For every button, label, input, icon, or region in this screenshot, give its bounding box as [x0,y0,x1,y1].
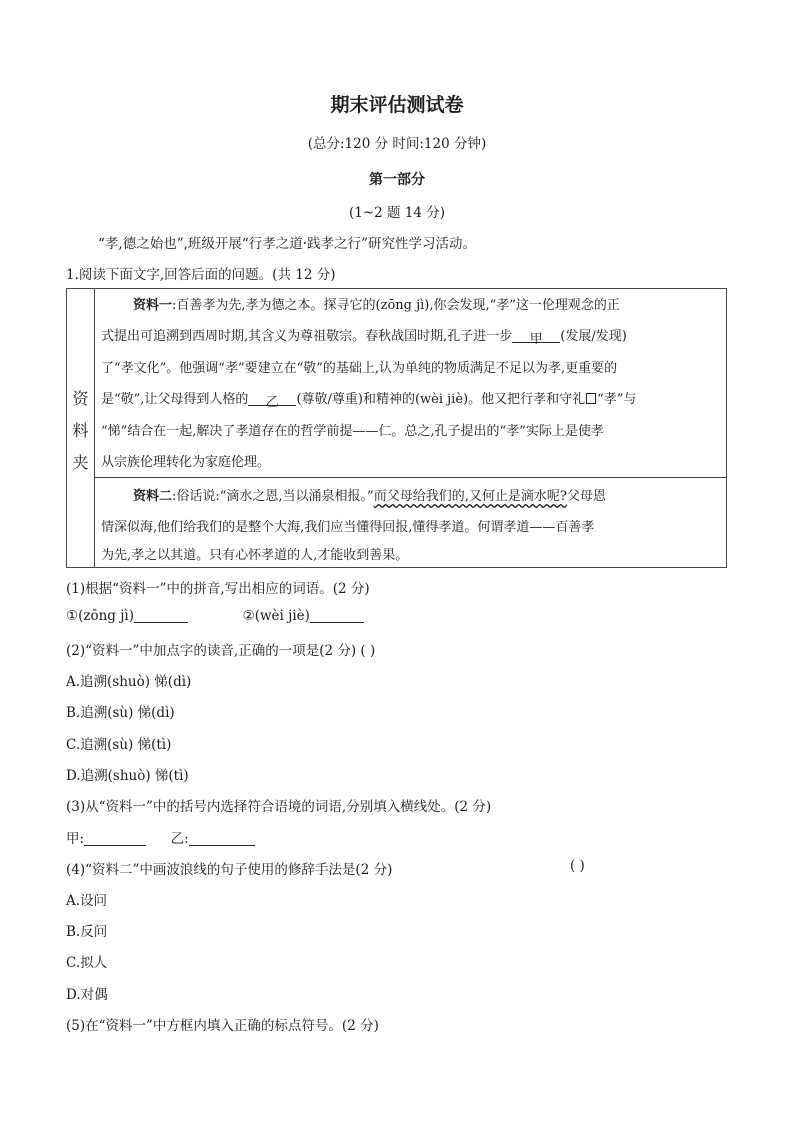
material-one-line: 是“敬”,让父母得到人格的 乙 (尊敬/尊重)和精神的(wèi jiè)。他又把行孝和守礼 “孝”与 [101,392,637,410]
punctuation-box [586,393,596,404]
materials-side-label [67,289,95,567]
option-d: D.追溯(shuò) 悌(tì) [66,768,189,784]
side-label-char: 资 [72,389,89,408]
answer-blank [84,831,146,846]
option-b: B.追溯(sù) 悌(dì) [66,705,175,721]
wavy-underlined-sentence: 而父母给我们的,又何止是滴水呢? [373,489,567,504]
material-one-line: “悌”结合在一起,解决了孝道存在的哲学前提——仁。总之,孔子提出的“孝”实际上是使孝 [101,424,604,439]
answer-blank [134,608,188,623]
answer-line: 甲: 乙: [66,827,255,847]
material-two-line: 资料二:俗话说:“滴水之恩,当以涌泉相报。”而父母给我们的,又何止是滴水呢?父母恩 [133,489,606,504]
intro-text: “孝,德之始也”,班级开展“行孝之道·践孝之行”研究性学习活动。 [98,236,476,252]
blank-yi: 乙 [248,391,296,406]
answer-line: ①(zōng jì) ②(wèi jiè) [66,608,364,624]
material-one-line: 从宗族伦理转化为家庭伦理。 [101,455,271,470]
question-1-4: (4)“资料二”中画波浪线的句子使用的修辞手法是(2 分) [66,862,393,878]
side-label-char: 夹 [72,453,89,472]
blank-jia: 甲 [512,328,560,343]
answer-paren: ( ) [570,858,585,874]
page-title: 期末评估测试卷 [330,94,464,116]
material-two-line: 为先,孝之以其道。只有心怀孝道的人,才能收到善果。 [101,548,409,563]
part-range: (1~2 题 14 分) [348,205,446,221]
question-1-heading: 1.阅读下面文字,回答后面的问题。(共 12 分) [66,267,336,283]
question-1-2: (2)“资料一”中加点字的读音,正确的一项是(2 分) ( ) [66,643,376,659]
material-one [95,289,726,478]
option-a: A.设问 [66,893,108,909]
option-d: D.对偶 [66,987,108,1003]
material-one-line: 式提出可追溯到西周时期,其含义为尊祖敬宗。春秋战国时期,孔子进一步 甲 (发展/发现) [101,329,627,347]
answer-blank [310,608,364,623]
material-one-label: 资料一 [133,298,173,313]
question-1-3: (3)从“资料一”中的括号内选择符合语境的词语,分别填入横线处。(2 分) [66,799,492,815]
answer-blank [189,831,255,846]
material-two [95,478,726,567]
option-c: C.追溯(sù) 悌(tì) [66,737,172,753]
material-two-line: 情深似海,他们给我们的是整个大海,我们应当懂得回报,懂得孝道。何谓孝道——百善孝 [101,520,595,535]
question-1-5: (5)在“资料一”中方框内填入正确的标点符号。(2 分) [66,1018,379,1034]
material-one-line: 资料一:百善孝为先,孝为德之本。探寻它的(zōng jì),你会发现,“孝”这一伦理观念的正 [133,298,620,313]
material-two-label: 资料二 [133,489,173,504]
side-label-char: 料 [72,421,89,440]
exam-info: (总分:120 分 时间:120 分钟) [307,136,487,152]
material-one-line: 了“孝文化”。他强调“孝”要建立在“敬”的基础上,认为单纯的物质满足不足以为孝,更重要的 [101,361,618,376]
option-b: B.反问 [66,924,108,940]
question-1-1: (1)根据“资料一”中的拼音,写出相应的词语。(2 分) [66,581,370,597]
option-a: A.追溯(shuò) 悌(dì) [66,674,192,690]
option-c: C.拟人 [66,955,108,971]
materials-box [66,288,727,568]
part-title: 第一部分 [369,172,425,188]
